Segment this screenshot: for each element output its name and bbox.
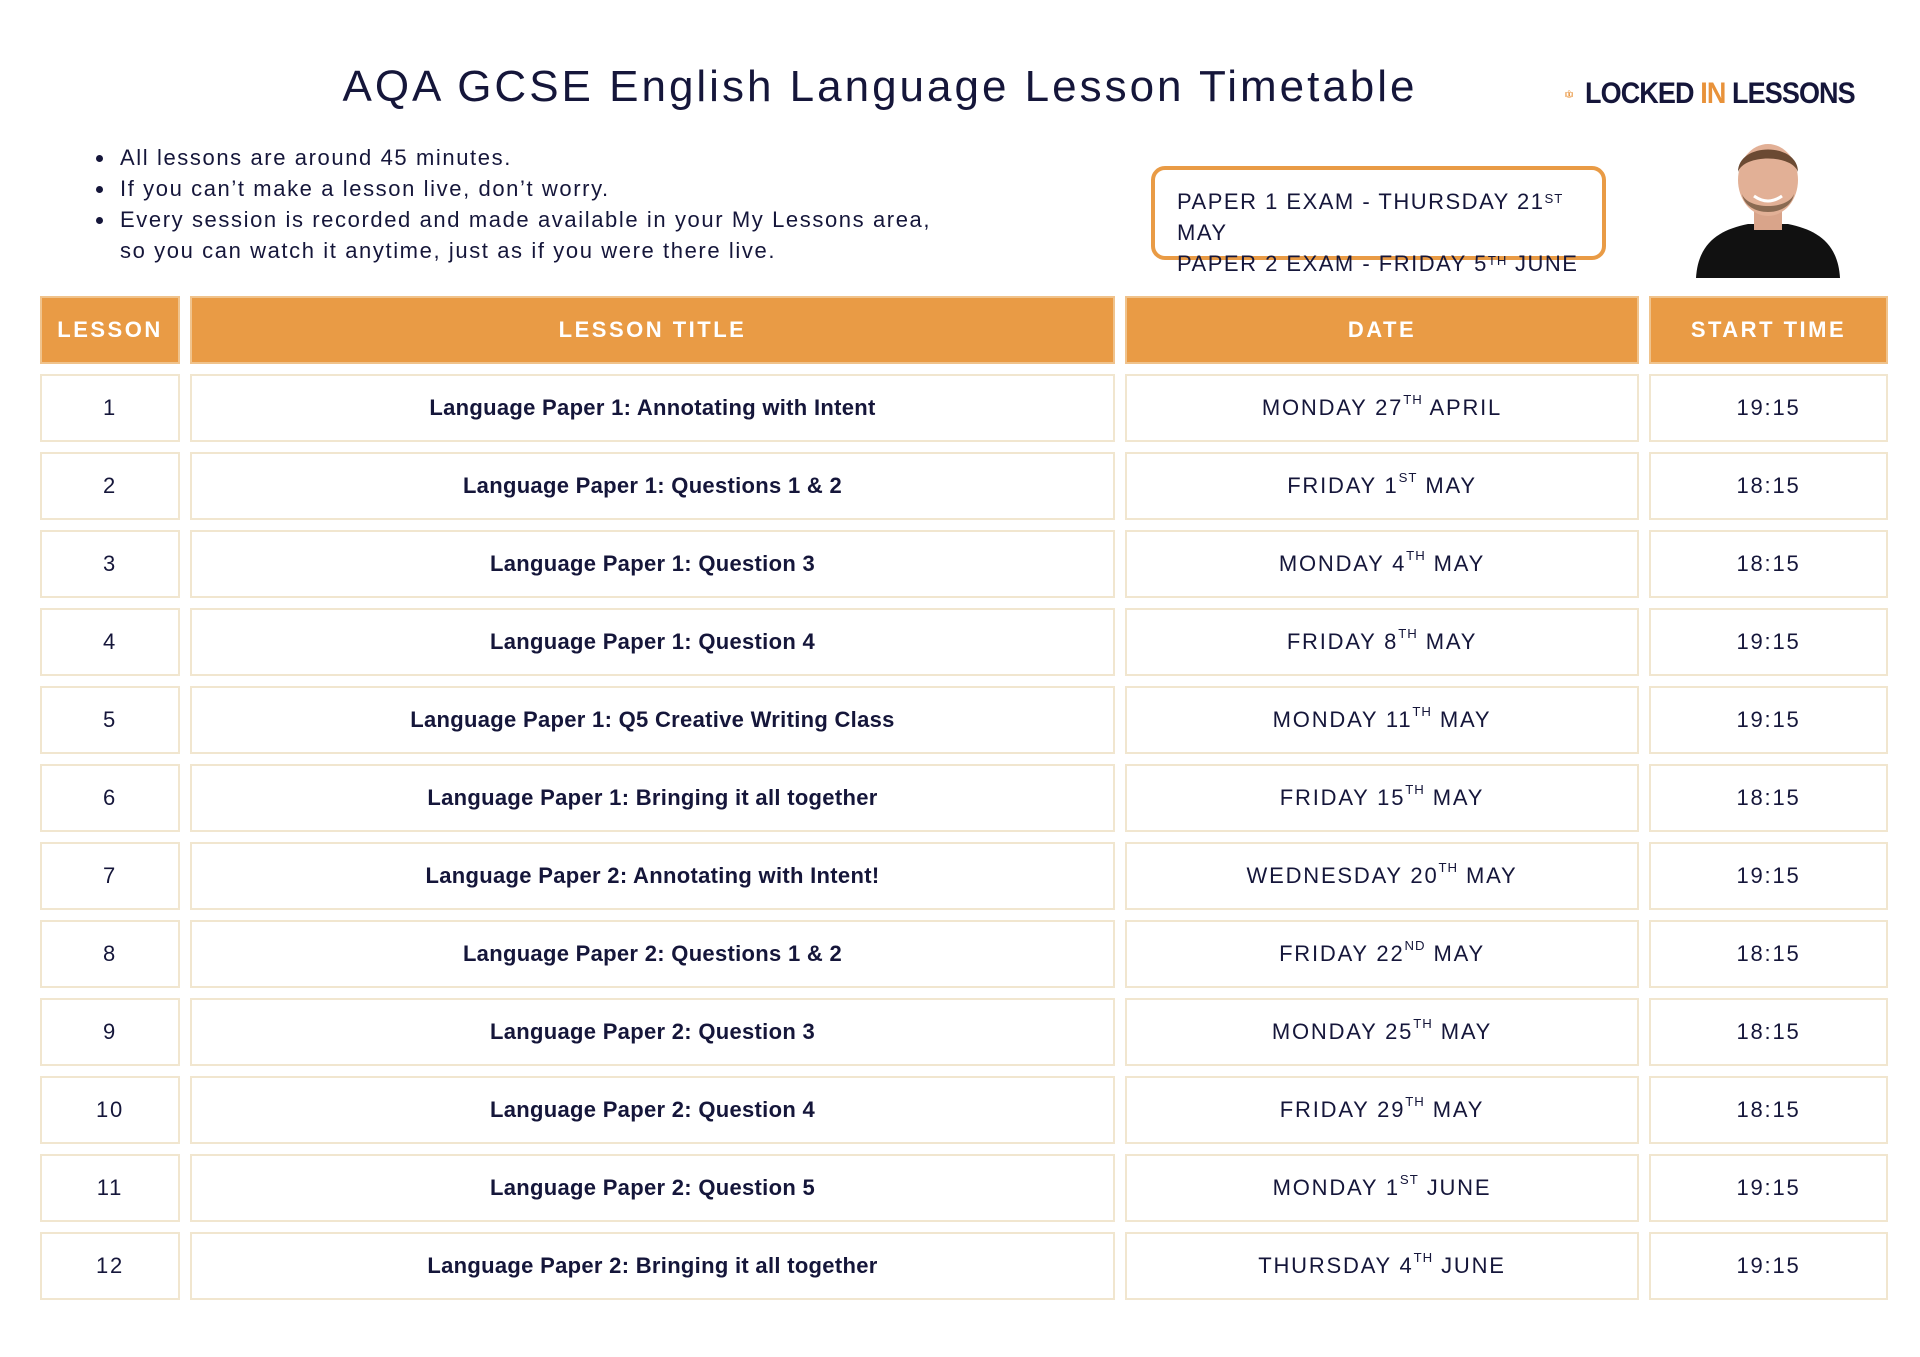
lesson-title: Language Paper 2: Bringing it all together [190, 1232, 1115, 1300]
lesson-date: MONDAY 27TH APRIL [1125, 374, 1639, 442]
lesson-start-time: 19:15 [1649, 686, 1888, 754]
lesson-title: Language Paper 1: Questions 1 & 2 [190, 452, 1115, 520]
table-row [40, 686, 1888, 754]
table-row [40, 608, 1888, 676]
lesson-number: 5 [40, 686, 180, 754]
lesson-number: 2 [40, 452, 180, 520]
lesson-title: Language Paper 1: Question 3 [190, 530, 1115, 598]
logo-wordmark [1585, 77, 1855, 111]
open-book-key-icon [1565, 44, 1573, 144]
header-lesson-title: LESSON TITLE [190, 296, 1115, 364]
lesson-title: Language Paper 1: Q5 Creative Writing Class [190, 686, 1115, 754]
logo-word-in: IN [1700, 77, 1726, 110]
header-start-time: START TIME [1649, 296, 1888, 364]
lesson-title: Language Paper 1: Question 4 [190, 608, 1115, 676]
lesson-start-time: 19:15 [1649, 1232, 1888, 1300]
lesson-date: FRIDAY 1ST MAY [1125, 452, 1639, 520]
lesson-start-time: 19:15 [1649, 1154, 1888, 1222]
lesson-timetable [30, 286, 1898, 1310]
lesson-date: FRIDAY 8TH MAY [1125, 608, 1639, 676]
lesson-title: Language Paper 2: Question 4 [190, 1076, 1115, 1144]
lesson-date: WEDNESDAY 20TH MAY [1125, 842, 1639, 910]
exam-date-paper-2: PAPER 2 EXAM - FRIDAY 5TH JUNE [1177, 251, 1579, 276]
lesson-number: 3 [40, 530, 180, 598]
lesson-date: THURSDAY 4TH JUNE [1125, 1232, 1639, 1300]
header-date: DATE [1125, 296, 1639, 364]
lesson-date: FRIDAY 22ND MAY [1125, 920, 1639, 988]
note-line: Every session is recorded and made available in your My Lessons area, [120, 207, 932, 232]
note-item: • All lessons are around 45 minutes. [116, 142, 931, 173]
lesson-title: Language Paper 1: Bringing it all together [190, 764, 1115, 832]
lesson-number: 12 [40, 1232, 180, 1300]
table-row [40, 1154, 1888, 1222]
logo-word-lessons: LESSONS [1732, 77, 1856, 110]
note-line: so you can watch it anytime, just as if you were there live. [120, 238, 777, 263]
lesson-start-time: 19:15 [1649, 374, 1888, 442]
presenter-photo [1688, 132, 1848, 278]
table-row [40, 842, 1888, 910]
lesson-start-time: 18:15 [1649, 920, 1888, 988]
table-row [40, 530, 1888, 598]
lesson-date: MONDAY 1ST JUNE [1125, 1154, 1639, 1222]
info-notes [92, 142, 931, 266]
table-row [40, 1232, 1888, 1300]
lesson-title: Language Paper 2: Annotating with Intent! [190, 842, 1115, 910]
lesson-date: FRIDAY 15TH MAY [1125, 764, 1639, 832]
table-row [40, 1076, 1888, 1144]
table-row [40, 374, 1888, 442]
lesson-title: Language Paper 2: Question 5 [190, 1154, 1115, 1222]
lesson-number: 8 [40, 920, 180, 988]
table-row [40, 764, 1888, 832]
lesson-start-time: 18:15 [1649, 530, 1888, 598]
lesson-number: 11 [40, 1154, 180, 1222]
note-item: • If you can’t make a lesson live, don’t worry. [116, 173, 931, 204]
exam-dates-box [1151, 166, 1606, 276]
lesson-number: 4 [40, 608, 180, 676]
table-row [40, 998, 1888, 1066]
lesson-start-time: 19:15 [1649, 842, 1888, 910]
lesson-date: MONDAY 4TH MAY [1125, 530, 1639, 598]
brand-logo [1565, 42, 1885, 146]
lesson-date: MONDAY 25TH MAY [1125, 998, 1639, 1066]
lesson-number: 10 [40, 1076, 180, 1144]
lesson-number: 9 [40, 998, 180, 1066]
lesson-title: Language Paper 1: Annotating with Intent [190, 374, 1115, 442]
note-item [116, 204, 931, 266]
lesson-start-time: 18:15 [1649, 998, 1888, 1066]
lesson-start-time: 18:15 [1649, 764, 1888, 832]
lesson-number: 7 [40, 842, 180, 910]
lesson-number: 6 [40, 764, 180, 832]
lesson-title: Language Paper 2: Questions 1 & 2 [190, 920, 1115, 988]
lesson-start-time: 18:15 [1649, 452, 1888, 520]
lesson-start-time: 18:15 [1649, 1076, 1888, 1144]
table-row [40, 452, 1888, 520]
lesson-date: MONDAY 11TH MAY [1125, 686, 1639, 754]
table-header-row [40, 296, 1888, 364]
lesson-number: 1 [40, 374, 180, 442]
header-lesson: LESSON [40, 296, 180, 364]
lesson-date: FRIDAY 29TH MAY [1125, 1076, 1639, 1144]
lesson-start-time: 19:15 [1649, 608, 1888, 676]
exam-date-paper-1: PAPER 1 EXAM - THURSDAY 21ST MAY [1177, 189, 1564, 245]
table-row [40, 920, 1888, 988]
logo-word-locked: LOCKED [1585, 77, 1694, 110]
page-title: AQA GCSE English Language Lesson Timetable [342, 62, 1418, 111]
lesson-title: Language Paper 2: Question 3 [190, 998, 1115, 1066]
